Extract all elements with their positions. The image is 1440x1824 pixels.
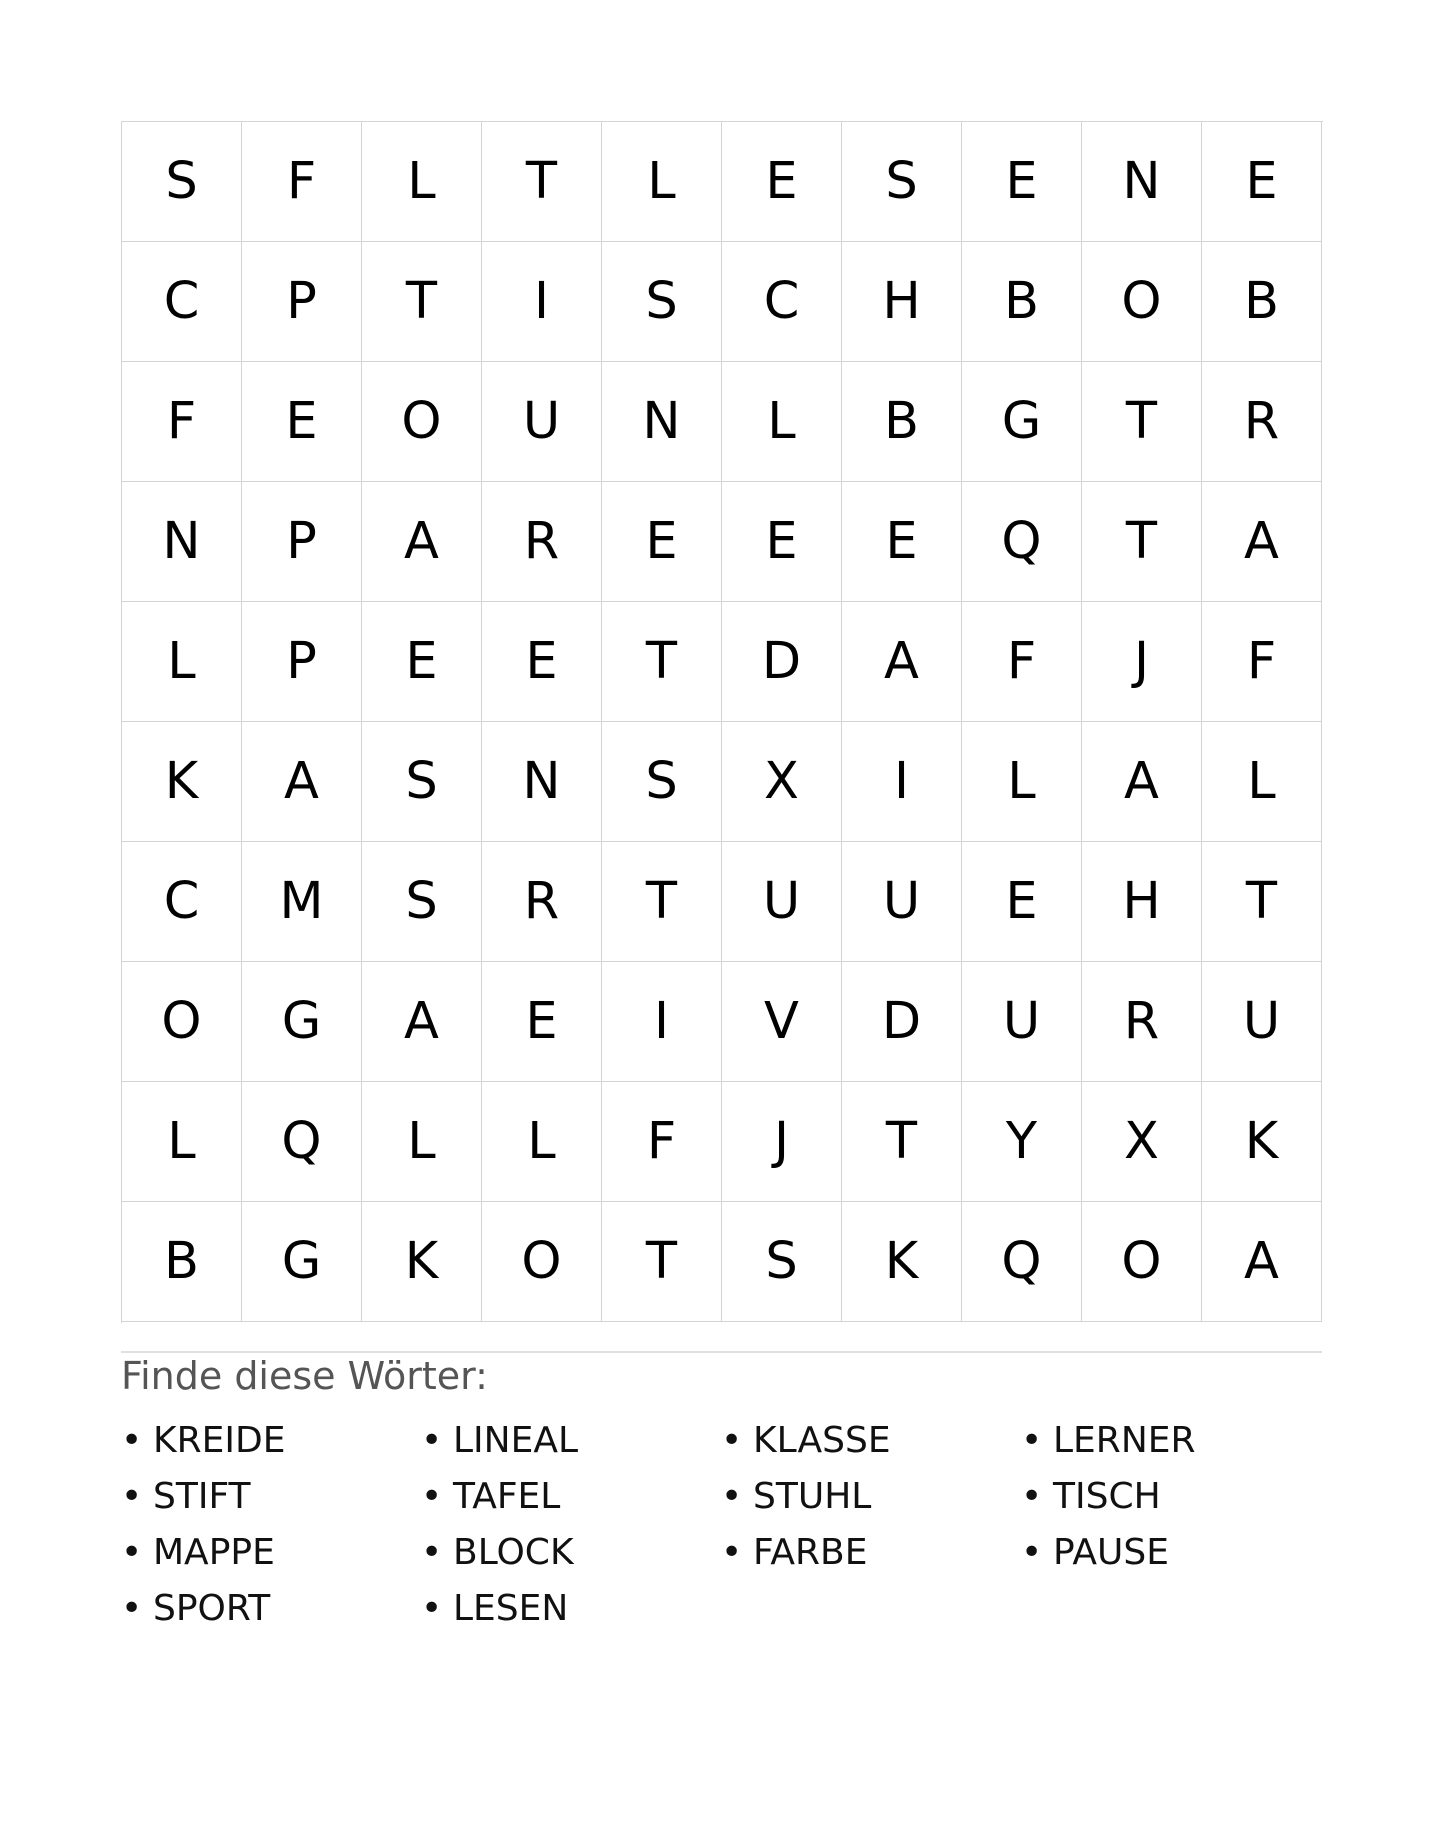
grid-cell[interactable]: R [482,482,602,602]
grid-cell[interactable]: S [842,122,962,242]
grid-cell[interactable]: A [842,602,962,722]
grid-cell[interactable]: C [122,242,242,362]
grid-cell[interactable]: A [1082,722,1202,842]
word-label: TAFEL [453,1476,561,1517]
grid-cell[interactable]: U [1202,962,1322,1082]
bullet-icon: • [421,1420,443,1461]
grid-cell[interactable]: N [602,362,722,482]
grid-cell[interactable]: T [482,122,602,242]
grid-cell[interactable]: A [242,722,362,842]
grid-cell[interactable]: G [242,1202,362,1322]
word-list-item [721,1469,1021,1525]
grid-cell[interactable]: U [722,842,842,962]
grid-cell[interactable]: O [1082,1202,1202,1322]
grid-cell[interactable]: L [362,1082,482,1202]
grid-cell[interactable]: E [1202,122,1322,242]
bullet-icon: • [721,1476,743,1517]
grid-cell[interactable]: G [962,362,1082,482]
grid-cell[interactable]: T [362,242,482,362]
grid-cell[interactable]: J [722,1082,842,1202]
grid-cell[interactable]: D [722,602,842,722]
grid-cell[interactable]: O [482,1202,602,1322]
bullet-icon: • [121,1420,143,1461]
grid-cell[interactable]: S [602,242,722,362]
word-label: LESEN [453,1588,569,1629]
word-list-item [121,1525,421,1581]
grid-cell[interactable]: L [962,722,1082,842]
grid-cell[interactable]: U [962,962,1082,1082]
grid-cell[interactable]: P [242,602,362,722]
word-list-item [121,1581,421,1637]
bullet-icon: • [1021,1532,1043,1573]
grid-cell[interactable]: C [722,242,842,362]
grid-cell[interactable]: O [1082,242,1202,362]
grid-cell[interactable]: B [842,362,962,482]
grid-cell[interactable]: I [842,722,962,842]
word-label: SPORT [153,1588,271,1629]
grid-cell[interactable]: E [842,482,962,602]
grid-cell[interactable]: A [1202,482,1322,602]
bullet-icon: • [421,1476,443,1517]
bullet-icon: • [1021,1476,1043,1517]
word-label: STIFT [153,1476,251,1517]
grid-cell[interactable]: A [1202,1202,1322,1322]
bullet-icon: • [421,1588,443,1629]
word-label: STUHL [753,1476,872,1517]
grid-cell[interactable]: O [362,362,482,482]
grid-cell[interactable]: Y [962,1082,1082,1202]
bullet-icon: • [121,1476,143,1517]
grid-cell[interactable]: R [482,842,602,962]
grid-cell[interactable]: T [1202,842,1322,962]
grid-cell[interactable]: A [362,962,482,1082]
letter-grid [121,121,1323,1323]
grid-cell[interactable]: S [362,722,482,842]
word-list-item [721,1525,1021,1581]
grid-cell[interactable]: A [362,482,482,602]
grid-cell[interactable]: L [602,122,722,242]
grid-cell[interactable]: N [482,722,602,842]
grid-cell[interactable]: P [242,482,362,602]
grid-cell[interactable]: L [1202,722,1322,842]
bullet-icon: • [1021,1420,1043,1461]
grid-cell[interactable]: S [362,842,482,962]
grid-cell[interactable]: B [122,1202,242,1322]
grid-cell[interactable]: L [362,122,482,242]
word-list-item [421,1469,721,1525]
divider [121,1351,1322,1353]
grid-cell[interactable]: H [1082,842,1202,962]
grid-cell[interactable]: F [242,122,362,242]
word-label: KLASSE [753,1420,891,1461]
grid-cell[interactable]: I [602,962,722,1082]
grid-cell[interactable]: D [842,962,962,1082]
grid-cell[interactable]: J [1082,602,1202,722]
grid-cell[interactable]: S [122,122,242,242]
word-list-item [421,1525,721,1581]
grid-cell[interactable]: F [122,362,242,482]
grid-cell[interactable]: K [362,1202,482,1322]
grid-cell[interactable]: E [722,482,842,602]
grid-cell[interactable]: S [602,722,722,842]
grid-cell[interactable]: R [1082,962,1202,1082]
grid-cell[interactable]: L [122,1082,242,1202]
grid-cell[interactable]: E [242,362,362,482]
bullet-icon: • [121,1532,143,1573]
word-label: BLOCK [453,1532,574,1573]
grid-cell[interactable]: H [842,242,962,362]
grid-cell[interactable]: E [362,602,482,722]
grid-cell[interactable]: L [122,602,242,722]
grid-cell[interactable]: Q [962,482,1082,602]
grid-cell[interactable]: T [602,1202,722,1322]
word-list-item [1021,1413,1321,1469]
word-list-item [121,1413,421,1469]
word-label: PAUSE [1053,1532,1169,1573]
grid-cell[interactable]: Q [242,1082,362,1202]
grid-cell[interactable]: F [962,602,1082,722]
grid-cell[interactable]: B [1202,242,1322,362]
word-list-item [721,1413,1021,1469]
grid-cell[interactable]: F [1202,602,1322,722]
grid-cell[interactable]: M [242,842,362,962]
word-list-heading: Finde diese Wörter: [121,1354,488,1398]
grid-cell[interactable]: T [602,602,722,722]
grid-cell[interactable]: K [1202,1082,1322,1202]
word-label: FARBE [753,1532,868,1573]
grid-cell[interactable]: F [602,1082,722,1202]
word-label: MAPPE [153,1532,275,1573]
word-list-item [1021,1469,1321,1525]
grid-cell[interactable]: B [962,242,1082,362]
grid-cell[interactable]: I [482,242,602,362]
word-list-item [1021,1525,1321,1581]
grid-cell[interactable]: E [962,122,1082,242]
word-label: LINEAL [453,1420,579,1461]
grid-cell[interactable]: L [482,1082,602,1202]
grid-cell[interactable]: S [722,1202,842,1322]
grid-cell[interactable]: U [842,842,962,962]
grid-cell[interactable]: P [242,242,362,362]
word-label: TISCH [1053,1476,1161,1517]
grid-cell[interactable]: T [1082,362,1202,482]
bullet-icon: • [721,1532,743,1573]
grid-cell[interactable]: X [722,722,842,842]
word-list-item [121,1469,421,1525]
word-list [121,1413,1322,1637]
word-label: KREIDE [153,1420,286,1461]
grid-cell[interactable]: V [722,962,842,1082]
grid-cell[interactable]: C [122,842,242,962]
grid-cell[interactable]: R [1202,362,1322,482]
word-label: LERNER [1053,1420,1196,1461]
grid-cell[interactable]: N [122,482,242,602]
grid-cell[interactable]: O [122,962,242,1082]
grid-cell[interactable]: E [722,122,842,242]
bullet-icon: • [421,1532,443,1573]
grid-cell[interactable]: Q [962,1202,1082,1322]
word-list-item [421,1581,721,1637]
grid-cell[interactable]: E [482,962,602,1082]
grid-cell[interactable]: L [722,362,842,482]
grid-cell[interactable]: N [1082,122,1202,242]
grid-cell[interactable]: G [242,962,362,1082]
grid-cell[interactable]: T [842,1082,962,1202]
word-list-item [421,1413,721,1469]
grid-cell[interactable]: T [602,842,722,962]
grid-cell[interactable]: E [482,602,602,722]
bullet-icon: • [721,1420,743,1461]
bullet-icon: • [121,1588,143,1629]
grid-cell[interactable]: K [122,722,242,842]
grid-cell[interactable]: T [1082,482,1202,602]
grid-cell[interactable]: U [482,362,602,482]
grid-cell[interactable]: K [842,1202,962,1322]
grid-cell[interactable]: E [962,842,1082,962]
grid-cell[interactable]: X [1082,1082,1202,1202]
grid-cell[interactable]: E [602,482,722,602]
